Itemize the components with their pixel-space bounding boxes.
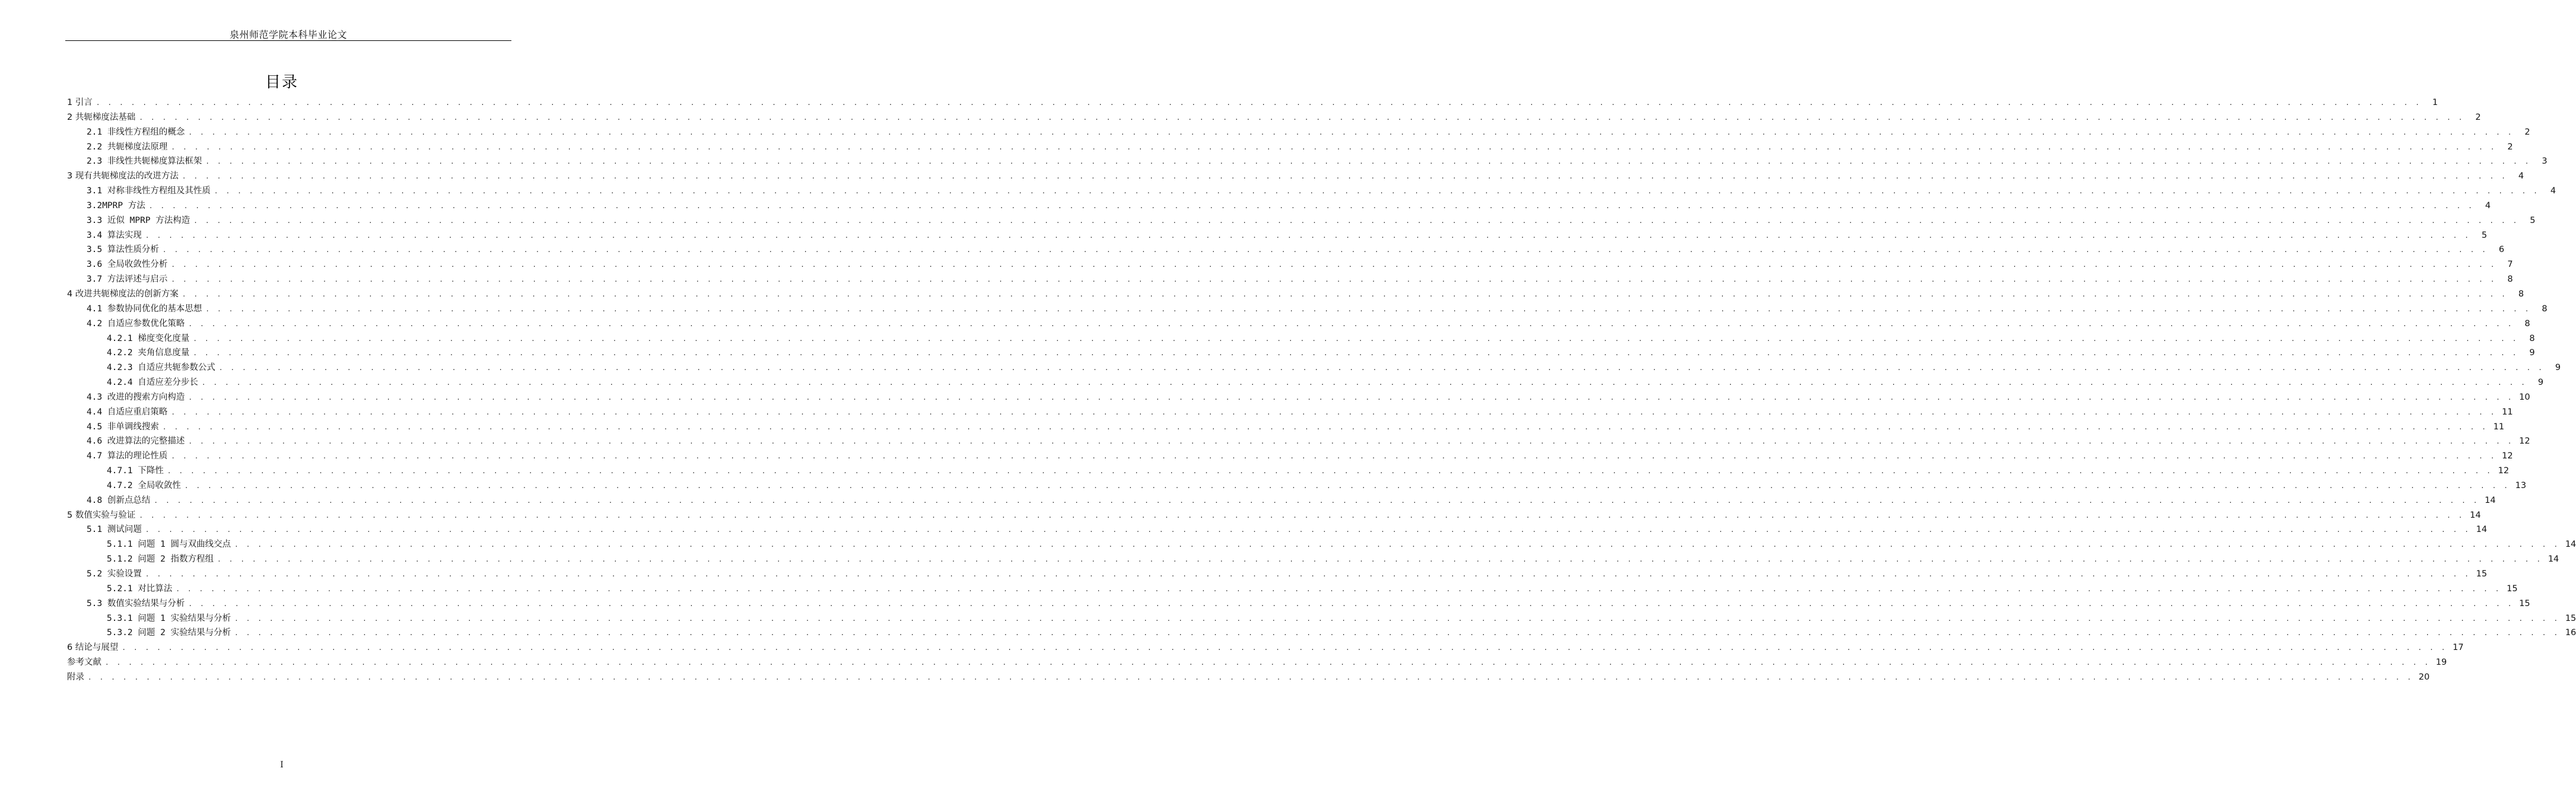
toc-entry-page: 4 (2518, 171, 2524, 181)
toc-dot-leader: . . . . . . . . . . . . . . . . . . . . . . . . . . . . . . . . . . . . . . . . . . . . . . . . . . . . . . . . . . . . . . . . . . . . . . . . . . . . . . . . . . . . . . . . . . . . . . . . . . . . . . . . . . . . . . . . . . . . . . . . . . . . . . . . . . . . . . . . . . . . . . . . . . . . . . . . . . . . . . . . . . . . . . . . . . . . . . . . . . . . . . . . . . . . . . . . . . . . . . . . (218, 364, 2545, 372)
toc-entry-label: 2 共轭梯度法基础 (67, 112, 136, 122)
toc-entry-page: 15 (2519, 598, 2530, 608)
page-number: I (280, 760, 284, 770)
toc-entry[interactable] (67, 317, 2530, 331)
toc-entry[interactable] (67, 125, 2530, 140)
toc-dot-leader: . . . . . . . . . . . . . . . . . . . . . . . . . . . . . . . . . . . . . . . . . . . . . . . . . . . . . . . . . . . . . . . . . . . . . . . . . . . . . . . . . . . . . . . . . . . . . . . . . . . . . . . . . . . . . . . . . . . . . . . . . . . . . . . . . . . . . . . . . . . . . . . . . . . . . . . . . . . . . . . . . . . . . . . . . . . . . . . . . . . . . . . . . . . . . . . . . . . . . . . . (162, 246, 2488, 254)
toc-entry-label: 4.2.1 梯度变化度量 (107, 333, 190, 343)
toc-dot-leader: . . . . . . . . . . . . . . . . . . . . . . . . . . . . . . . . . . . . . . . . . . . . . . . . . . . . . . . . . . . . . . . . . . . . . . . . . . . . . . . . . . . . . . . . . . . . . . . . . . . . . . . . . . . . . . . . . . . . . . . . . . . . . . . . . . . . . . . . . . . . . . . . . . . . . . . . . . . . . . . . . . . . . . . . . . . . . . . . . . . . . . . . . . . . . . . . . . . . . . . . (234, 614, 2560, 623)
toc-dot-leader: . . . . . . . . . . . . . . . . . . . . . . . . . . . . . . . . . . . . . . . . . . . . . . . . . . . . . . . . . . . . . . . . . . . . . . . . . . . . . . . . . . . . . . . . . . . . . . . . . . . . . . . . . . . . . . . . . . . . . . . . . . . . . . . . . . . . . . . . . . . . . . . . . . . . . . . . . . . . . . . . . . . . . . . . . . . . . . . . . . . . . . . . . . . . . . . . . . . . . . . . (171, 276, 2497, 284)
toc-dot-leader: . . . . . . . . . . . . . . . . . . . . . . . . . . . . . . . . . . . . . . . . . . . . . . . . . . . . . . . . . . . . . . . . . . . . . . . . . . . . . . . . . . . . . . . . . . . . . . . . . . . . . . . . . . . . . . . . . . . . . . . . . . . . . . . . . . . . . . . . . . . . . . . . . . . . . . . . . . . . . . . . . . . . . . . . . . . . . . . . . . . . . . . . . . . . . . . . . . . . . . . . (184, 482, 2510, 490)
toc-entry-label: 5.3 数值实验结果与分析 (87, 598, 185, 608)
toc-dot-leader: . . . . . . . . . . . . . . . . . . . . . . . . . . . . . . . . . . . . . . . . . . . . . . . . . . . . . . . . . . . . . . . . . . . . . . . . . . . . . . . . . . . . . . . . . . . . . . . . . . . . . . . . . . . . . . . . . . . . . . . . . . . . . . . . . . . . . . . . . . . . . . . . . . . . . . . . . . . . . . . . . . . . . . . . . . . . . . . . . . . . . . . . . . . . . . . . . . . . . . . . (145, 570, 2471, 578)
toc-entry-label: 2.2 共轭梯度法原理 (87, 142, 168, 152)
toc-entry[interactable] (67, 302, 2548, 317)
toc-dot-leader: . . . . . . . . . . . . . . . . . . . . . . . . . . . . . . . . . . . . . . . . . . . . . . . . . . . . . . . . . . . . . . . . . . . . . . . . . . . . . . . . . . . . . . . . . . . . . . . . . . . . . . . . . . . . . . . . . . . . . . . . . . . . . . . . . . . . . . . . . . . . . . . . . . . . . . . . . . . . . . . . . . . . . . . . . . . . . . . . . . . . . . . . . . . . . . . . . . . . . . . . (201, 379, 2527, 387)
toc-dot-leader: . . . . . . . . . . . . . . . . . . . . . . . . . . . . . . . . . . . . . . . . . . . . . . . . . . . . . . . . . . . . . . . . . . . . . . . . . . . . . . . . . . . . . . . . . . . . . . . . . . . . . . . . . . . . . . . . . . . . . . . . . . . . . . . . . . . . . . . . . . . . . . . . . . . . . . . . . . . . . . . . . . . . . . . . . . . . . . . . . . . . . . . . . . . . . . . . . . . . . . . . (171, 408, 2497, 416)
toc-entry-label: 4.2.3 自适应共轭参数公式 (107, 363, 215, 373)
toc-entry-label: 4.2.4 自适应差分步长 (107, 378, 198, 388)
toc-entry-page: 11 (2493, 422, 2505, 432)
toc-entry-label: 1 引言 (67, 98, 93, 107)
toc-dot-leader: . . . . . . . . . . . . . . . . . . . . . . . . . . . . . . . . . . . . . . . . . . . . . . . . . . . . . . . . . . . . . . . . . . . . . . . . . . . . . . . . . . . . . . . . . . . . . . . . . . . . . . . . . . . . . . . . . . . . . . . . . . . . . . . . . . . . . . . . . . . . . . . . . . . . . . . . . . . . . . . . . . . . . . . . . . . . . . . . . . . . . . . . . . . . . . . . . . . . . . . . (205, 158, 2531, 166)
toc-entry[interactable] (67, 597, 2530, 611)
toc-entry[interactable] (67, 522, 2488, 537)
toc-entry[interactable] (67, 257, 2513, 272)
toc-entry[interactable] (67, 611, 2576, 626)
toc-entry-page: 14 (2485, 495, 2496, 505)
toc-entry-label: 5.1.1 问题 1 圆与双曲线交点 (107, 540, 231, 550)
toc-dot-leader: . . . . . . . . . . . . . . . . . . . . . . . . . . . . . . . . . . . . . . . . . . . . . . . . . . . . . . . . . . . . . . . . . . . . . . . . . . . . . . . . . . . . . . . . . . . . . . . . . . . . . . . . . . . . . . . . . . . . . . . . . . . . . . . . . . . . . . . . . . . . . . . . . . . . . . . . . . . . . . . . . . . . . . . . . . . . . . . . . . . . . . . . . . . . . . . . . . . . . . . . (188, 128, 2514, 136)
toc-entry-page: 11 (2502, 407, 2513, 417)
toc-entry[interactable] (67, 626, 2576, 640)
toc-entry[interactable] (67, 449, 2513, 464)
toc-entry-page: 2 (2475, 112, 2481, 122)
toc-dot-leader: . . . . . . . . . . . . . . . . . . . . . . . . . . . . . . . . . . . . . . . . . . . . . . . . . . . . . . . . . . . . . . . . . . . . . . . . . . . . . . . . . . . . . . . . . . . . . . . . . . . . . . . . . . . . . . . . . . . . . . . . . . . . . . . . . . . . . . . . . . . . . . . . . . . . . . . . . . . . . . . . . . . . . . . . . . . . . . . . . . . . . . . . . . . . . . . . . . . . . . . . (139, 113, 2464, 122)
toc-entry[interactable] (67, 405, 2513, 420)
toc-entry[interactable] (67, 552, 2559, 567)
toc-entry[interactable] (67, 375, 2544, 390)
toc-dot-leader: . . . . . . . . . . . . . . . . . . . . . . . . . . . . . . . . . . . . . . . . . . . . . . . . . . . . . . . . . . . . . . . . . . . . . . . . . . . . . . . . . . . . . . . . . . . . . . . . . . . . . . . . . . . . . . . . . . . . . . . . . . . . . . . . . . . . . . . . . . . . . . . . . . . . . . . . . . . . . . . . . . . . . . . . . . . . . . . . . . . . . . . . . . . . . . . . . . . . . . . . (171, 452, 2497, 461)
toc-entry-page: 7 (2507, 260, 2513, 270)
toc-entry[interactable] (67, 154, 2548, 169)
toc-entry-label: 4 改进共轭梯度法的创新方案 (67, 289, 179, 299)
toc-dot-leader: . . . . . . . . . . . . . . . . . . . . . . . . . . . . . . . . . . . . . . . . . . . . . . . . . . . . . . . . . . . . . . . . . . . . . . . . . . . . . . . . . . . . . . . . . . . . . . . . . . . . . . . . . . . . . . . . . . . . . . . . . . . . . . . . . . . . . . . . . . . . . . . . . . . . . . . . . . . . . . . . . . . . . . . . . . . . . . . . . . . . . . . . . . . . . . . . . . . . . . . . (162, 423, 2488, 431)
toc-entry-page: 5 (2481, 230, 2488, 240)
toc-entry-label: 3 现有共轭梯度法的改进方法 (67, 171, 179, 181)
toc-dot-leader: . . . . . . . . . . . . . . . . . . . . . . . . . . . . . . . . . . . . . . . . . . . . . . . . . . . . . . . . . . . . . . . . . . . . . . . . . . . . . . . . . . . . . . . . . . . . . . . . . . . . . . . . . . . . . . . . . . . . . . . . . . . . . . . . . . . . . . . . . . . . . . . . . . . . . . . . . . . . . . . . . . . . . . . . . . . . . . . . . . . . . . . . . . . . . . . . . . . . . . . . (217, 556, 2543, 564)
toc-title: 目录 (265, 74, 298, 91)
toc-dot-leader: . . . . . . . . . . . . . . . . . . . . . . . . . . . . . . . . . . . . . . . . . . . . . . . . . . . . . . . . . . . . . . . . . . . . . . . . . . . . . . . . . . . . . . . . . . . . . . . . . . . . . . . . . . . . . . . . . . . . . . . . . . . . . . . . . . . . . . . . . . . . . . . . . . . . . . . . . . . . . . . . . . . . . . . . . . . . . . . . . . . . . . . . . . . . . . . . . . . . . . . . (167, 467, 2493, 476)
toc-entry[interactable] (67, 508, 2481, 523)
toc-entry-label: 附录 (67, 672, 84, 682)
toc-dot-leader: . . . . . . . . . . . . . . . . . . . . . . . . . . . . . . . . . . . . . . . . . . . . . . . . . . . . . . . . . . . . . . . . . . . . . . . . . . . . . . . . . . . . . . . . . . . . . . . . . . . . . . . . . . . . . . . . . . . . . . . . . . . . . . . . . . . . . . . . . . . . . . . . . . . . . . . . . . . . . . . . . . . . . . . . . . . . . . . . . . . . . . . . . . . . . . . . . . . . . . . . (122, 644, 2447, 652)
toc-entry[interactable] (67, 228, 2488, 243)
toc-entry[interactable] (67, 479, 2527, 493)
toc-entry-page: 1 (2432, 98, 2438, 107)
toc-entry[interactable] (67, 184, 2556, 199)
toc-entry[interactable] (67, 434, 2530, 449)
toc-entry-page: 4 (2550, 186, 2556, 196)
toc-entry-label: 3.7 方法评述与启示 (87, 275, 168, 285)
toc-dot-leader: . . . . . . . . . . . . . . . . . . . . . . . . . . . . . . . . . . . . . . . . . . . . . . . . . . . . . . . . . . . . . . . . . . . . . . . . . . . . . . . . . . . . . . . . . . . . . . . . . . . . . . . . . . . . . . . . . . . . . . . . . . . . . . . . . . . . . . . . . . . . . . . . . . . . . . . . . . . . . . . . . . . . . . . . . . . . . . . . . . . . . . . . . . . . . . . . . . . . . . . . (171, 261, 2497, 269)
toc-entry-page: 8 (2518, 289, 2524, 299)
toc-entry[interactable] (67, 110, 2481, 125)
toc-entry[interactable] (67, 361, 2561, 375)
header-rule (65, 40, 511, 41)
toc-entry[interactable] (67, 464, 2510, 479)
toc-entry[interactable] (67, 199, 2491, 213)
toc-entry-label: 3.2MPRP 方法 (87, 200, 145, 211)
toc-entry-label: 4.3 改进的搜索方向构造 (87, 392, 185, 402)
toc-entry-label: 4.5 非单调线搜索 (87, 422, 159, 432)
toc-entry-label: 4.4 自适应重启策略 (87, 407, 168, 417)
toc-dot-leader: . . . . . . . . . . . . . . . . . . . . . . . . . . . . . . . . . . . . . . . . . . . . . . . . . . . . . . . . . . . . . . . . . . . . . . . . . . . . . . . . . . . . . . . . . . . . . . . . . . . . . . . . . . . . . . . . . . . . . . . . . . . . . . . . . . . . . . . . . . . . . . . . . . . . . . . . . . . . . . . . . . . . . . . . . . . . . . . . . . . . . . . . . . . . . . . . . . . . . . . . (182, 173, 2508, 181)
toc-entry-label: 4.7 算法的理论性质 (87, 451, 168, 461)
toc-entry[interactable] (67, 95, 2438, 110)
toc-entry-page: 8 (2542, 304, 2548, 314)
toc-entry[interactable] (67, 390, 2530, 405)
toc-entry-label: 2.1 非线性方程组的概念 (87, 127, 185, 137)
toc-entry-label: 5.3.2 问题 2 实验结果与分析 (107, 628, 231, 638)
toc-entry-page: 15 (2476, 569, 2488, 579)
toc-entry-page: 8 (2507, 275, 2513, 285)
toc-entry-page: 5 (2530, 215, 2536, 225)
toc-entry-label: 5.3.1 问题 1 实验结果与分析 (107, 613, 231, 623)
toc-entry-page: 19 (2435, 658, 2447, 668)
toc-entry-label: 4.7.2 全局收敛性 (107, 480, 181, 490)
toc-dot-leader: . . . . . . . . . . . . . . . . . . . . . . . . . . . . . . . . . . . . . . . . . . . . . . . . . . . . . . . . . . . . . . . . . . . . . . . . . . . . . . . . . . . . . . . . . . . . . . . . . . . . . . . . . . . . . . . . . . . . . . . . . . . . . . . . . . . . . . . . . . . . . . . . . . . . . . . . . . . . . . . . . . . . . . . . . . . . . . . . . . . . . . . . . . . . . . . . . . . . . . . . (188, 393, 2514, 401)
toc-entry[interactable] (67, 670, 2430, 685)
toc-entry-label: 2.3 非线性共轭梯度算法框架 (87, 157, 202, 167)
toc-entry-label: 3.4 算法实现 (87, 230, 142, 240)
toc-entry[interactable] (67, 582, 2518, 597)
toc-entry-page: 15 (2507, 584, 2518, 594)
toc-entry-page: 13 (2515, 480, 2527, 490)
toc-entry-page: 4 (2485, 200, 2491, 211)
toc-dot-leader: . . . . . . . . . . . . . . . . . . . . . . . . . . . . . . . . . . . . . . . . . . . . . . . . . . . . . . . . . . . . . . . . . . . . . . . . . . . . . . . . . . . . . . . . . . . . . . . . . . . . . . . . . . . . . . . . . . . . . . . . . . . . . . . . . . . . . . . . . . . . . . . . . . . . . . . . . . . . . . . . . . . . . . . . . . . . . . . . . . . . . . . . . . . . . . . . . . . . . . . . (154, 496, 2479, 505)
toc-entry-label: 5 数值实验与验证 (67, 510, 136, 520)
toc-entry-label: 4.1 参数协同优化的基本思想 (87, 304, 202, 314)
toc-entry[interactable] (67, 346, 2535, 361)
toc-dot-leader: . . . . . . . . . . . . . . . . . . . . . . . . . . . . . . . . . . . . . . . . . . . . . . . . . . . . . . . . . . . . . . . . . . . . . . . . . . . . . . . . . . . . . . . . . . . . . . . . . . . . . . . . . . . . . . . . . . . . . . . . . . . . . . . . . . . . . . . . . . . . . . . . . . . . . . . . . . . . . . . . . . . . . . . . . . . . . . . . . . . . . . . . . . . . . . . . . . . . . . . . (205, 305, 2531, 313)
toc-entry[interactable] (67, 243, 2505, 257)
toc-entry-page: 14 (2548, 554, 2559, 565)
toc-entry-page: 16 (2565, 628, 2576, 638)
toc-dot-leader: . . . . . . . . . . . . . . . . . . . . . . . . . . . . . . . . . . . . . . . . . . . . . . . . . . . . . . . . . . . . . . . . . . . . . . . . . . . . . . . . . . . . . . . . . . . . . . . . . . . . . . . . . . . . . . . . . . . . . . . . . . . . . . . . . . . . . . . . . . . . . . . . . . . . . . . . . . . . . . . . . . . . . . . . . . . . . . . . . . . . . . . . . . . . . . . . . . . . . . . . (139, 511, 2464, 519)
toc-dot-leader: . . . . . . . . . . . . . . . . . . . . . . . . . . . . . . . . . . . . . . . . . . . . . . . . . . . . . . . . . . . . . . . . . . . . . . . . . . . . . . . . . . . . . . . . . . . . . . . . . . . . . . . . . . . . . . . . . . . . . . . . . . . . . . . . . . . . . . . . . . . . . . . . . . . . . . . . . . . . . . . . . . . . . . . . . . . . . . . . . . . . . . . . . . . . . . . . . . . . . . . . (145, 231, 2471, 240)
toc-entry[interactable] (67, 272, 2513, 287)
toc-entry-page: 12 (2502, 451, 2513, 461)
toc-dot-leader: . . . . . . . . . . . . . . . . . . . . . . . . . . . . . . . . . . . . . . . . . . . . . . . . . . . . . . . . . . . . . . . . . . . . . . . . . . . . . . . . . . . . . . . . . . . . . . . . . . . . . . . . . . . . . . . . . . . . . . . . . . . . . . . . . . . . . . . . . . . . . . . . . . . . . . . . . . . . . . . . . . . . . . . . . . . . . . . . . . . . . . . . . . . . . . . . . . . . . . . . (105, 659, 2431, 667)
toc-entry-page: 2 (2524, 127, 2530, 137)
toc-dot-leader: . . . . . . . . . . . . . . . . . . . . . . . . . . . . . . . . . . . . . . . . . . . . . . . . . . . . . . . . . . . . . . . . . . . . . . . . . . . . . . . . . . . . . . . . . . . . . . . . . . . . . . . . . . . . . . . . . . . . . . . . . . . . . . . . . . . . . . . . . . . . . . . . . . . . . . . . . . . . . . . . . . . . . . . . . . . . . . . . . . . . . . . . . . . . . . . . . . . . . . . . (234, 541, 2560, 549)
toc-entry-label: 5.2 实验设置 (87, 569, 142, 579)
toc-dot-leader: . . . . . . . . . . . . . . . . . . . . . . . . . . . . . . . . . . . . . . . . . . . . . . . . . . . . . . . . . . . . . . . . . . . . . . . . . . . . . . . . . . . . . . . . . . . . . . . . . . . . . . . . . . . . . . . . . . . . . . . . . . . . . . . . . . . . . . . . . . . . . . . . . . . . . . . . . . . . . . . . . . . . . . . . . . . . . . . . . . . . . . . . . . . . . . . . . . . . . . . . (188, 438, 2514, 446)
toc-entry-page: 17 (2453, 643, 2464, 653)
running-header: 泉州师范学院本科毕业论文 (229, 29, 347, 40)
toc-dot-leader: . . . . . . . . . . . . . . . . . . . . . . . . . . . . . . . . . . . . . . . . . . . . . . . . . . . . . . . . . . . . . . . . . . . . . . . . . . . . . . . . . . . . . . . . . . . . . . . . . . . . . . . . . . . . . . . . . . . . . . . . . . . . . . . . . . . . . . . . . . . . . . . . . . . . . . . . . . . . . . . . . . . . . . . . . . . . . . . . . . . . . . . . . . . . . . . . . . . . . . . . (182, 290, 2508, 298)
toc-entry-label: 5.1.2 问题 2 指数方程组 (107, 554, 214, 565)
toc-entry-page: 14 (2476, 525, 2488, 535)
toc-entry-label: 6 结论与展望 (67, 643, 119, 653)
toc-entry[interactable] (67, 140, 2513, 155)
toc-entry[interactable] (67, 537, 2576, 552)
toc-entry[interactable] (67, 287, 2524, 302)
toc-entry[interactable] (67, 655, 2447, 670)
toc-entry-label: 4.2.2 夹角信息度量 (107, 348, 190, 358)
toc-dot-leader: . . . . . . . . . . . . . . . . . . . . . . . . . . . . . . . . . . . . . . . . . . . . . . . . . . . . . . . . . . . . . . . . . . . . . . . . . . . . . . . . . . . . . . . . . . . . . . . . . . . . . . . . . . . . . . . . . . . . . . . . . . . . . . . . . . . . . . . . . . . . . . . . . . . . . . . . . . . . . . . . . . . . . . . . . . . . . . . . . . . . . . . . . . . . . . . . . . . . . . . . (193, 334, 2518, 343)
toc-entry-page: 2 (2507, 142, 2513, 152)
toc-entry-page: 12 (2519, 436, 2530, 447)
toc-entry-label: 3.3 近似 MPRP 方法构造 (87, 215, 190, 225)
toc-entry[interactable] (67, 640, 2464, 655)
toc-entry-page: 20 (2418, 672, 2430, 682)
toc-dot-leader: . . . . . . . . . . . . . . . . . . . . . . . . . . . . . . . . . . . . . . . . . . . . . . . . . . . . . . . . . . . . . . . . . . . . . . . . . . . . . . . . . . . . . . . . . . . . . . . . . . . . . . . . . . . . . . . . . . . . . . . . . . . . . . . . . . . . . . . . . . . . . . . . . . . . . . . . . . . . . . . . . . . . . . . . . . . . . . . . . . . . . . . . . . . . . . . . . . . . . . . . (148, 202, 2475, 210)
toc-entry[interactable] (67, 213, 2536, 228)
toc-entry-page: 6 (2498, 245, 2505, 255)
toc-entry-page: 8 (2524, 318, 2530, 329)
toc-dot-leader: . . . . . . . . . . . . . . . . . . . . . . . . . . . . . . . . . . . . . . . . . . . . . . . . . . . . . . . . . . . . . . . . . . . . . . . . . . . . . . . . . . . . . . . . . . . . . . . . . . . . . . . . . . . . . . . . . . . . . . . . . . . . . . . . . . . . . . . . . . . . . . . . . . . . . . . . . . . . . . . . . . . . . . . . . . . . . . . . . . . . . . . . . . . . . . . . . . . . . . . . (145, 526, 2471, 534)
toc-dot-leader: . . . . . . . . . . . . . . . . . . . . . . . . . . . . . . . . . . . . . . . . . . . . . . . . . . . . . . . . . . . . . . . . . . . . . . . . . . . . . . . . . . . . . . . . . . . . . . . . . . . . . . . . . . . . . . . . . . . . . . . . . . . . . . . . . . . . . . . . . . . . . . . . . . . . . . . . . . . . . . . . . . . . . . . . . . . . . . . . . . . . . . . . . . . . . . . . . . . . . . . . (176, 585, 2501, 593)
toc-entry-page: 9 (2529, 348, 2535, 358)
toc-entry[interactable] (67, 567, 2488, 582)
toc-entry[interactable] (67, 420, 2505, 435)
toc-dot-leader: . . . . . . . . . . . . . . . . . . . . . . . . . . . . . . . . . . . . . . . . . . . . . . . . . . . . . . . . . . . . . . . . . . . . . . . . . . . . . . . . . . . . . . . . . . . . . . . . . . . . . . . . . . . . . . . . . . . . . . . . . . . . . . . . . . . . . . . . . . . . . . . . . . . . . . . . . . . . . . . . . . . . . . . . . . . . . . . . . . . . . . . . . . . . . . . . . . . . . . . . (214, 187, 2540, 196)
toc-entry-page: 9 (2537, 378, 2544, 388)
toc-entry-label: 参考文献 (67, 658, 101, 668)
toc-dot-leader: . . . . . . . . . . . . . . . . . . . . . . . . . . . . . . . . . . . . . . . . . . . . . . . . . . . . . . . . . . . . . . . . . . . . . . . . . . . . . . . . . . . . . . . . . . . . . . . . . . . . . . . . . . . . . . . . . . . . . . . . . . . . . . . . . . . . . . . . . . . . . . . . . . . . . . . . . . . . . . . . . . . . . . . . . . . . . . . . . . . . . . . . . . . . . . . . . . . . . . . . (193, 216, 2519, 225)
toc-dot-leader: . . . . . . . . . . . . . . . . . . . . . . . . . . . . . . . . . . . . . . . . . . . . . . . . . . . . . . . . . . . . . . . . . . . . . . . . . . . . . . . . . . . . . . . . . . . . . . . . . . . . . . . . . . . . . . . . . . . . . . . . . . . . . . . . . . . . . . . . . . . . . . . . . . . . . . . . . . . . . . . . . . . . . . . . . . . . . . . . . . . . . . . . . . . . . . . . . . . . . . . . (96, 99, 2422, 107)
toc-entry-page: 8 (2529, 333, 2535, 343)
toc-dot-leader: . . . . . . . . . . . . . . . . . . . . . . . . . . . . . . . . . . . . . . . . . . . . . . . . . . . . . . . . . . . . . . . . . . . . . . . . . . . . . . . . . . . . . . . . . . . . . . . . . . . . . . . . . . . . . . . . . . . . . . . . . . . . . . . . . . . . . . . . . . . . . . . . . . . . . . . . . . . . . . . . . . . . . . . . . . . . . . . . . . . . . . . . . . . . . . . . . . . . . . . . (88, 673, 2413, 681)
toc-dot-leader: . . . . . . . . . . . . . . . . . . . . . . . . . . . . . . . . . . . . . . . . . . . . . . . . . . . . . . . . . . . . . . . . . . . . . . . . . . . . . . . . . . . . . . . . . . . . . . . . . . . . . . . . . . . . . . . . . . . . . . . . . . . . . . . . . . . . . . . . . . . . . . . . . . . . . . . . . . . . . . . . . . . . . . . . . . . . . . . . . . . . . . . . . . . . . . . . . . . . . . . . (234, 629, 2560, 637)
toc-entry-label: 5.2.1 对比算法 (107, 584, 173, 594)
toc-dot-leader: . . . . . . . . . . . . . . . . . . . . . . . . . . . . . . . . . . . . . . . . . . . . . . . . . . . . . . . . . . . . . . . . . . . . . . . . . . . . . . . . . . . . . . . . . . . . . . . . . . . . . . . . . . . . . . . . . . . . . . . . . . . . . . . . . . . . . . . . . . . . . . . . . . . . . . . . . . . . . . . . . . . . . . . . . . . . . . . . . . . . . . . . . . . . . . . . . . . . . . . . (193, 349, 2518, 358)
toc-entry-label: 3.6 全局收敛性分析 (87, 260, 168, 270)
toc-entry-label: 4.2 自适应参数优化策略 (87, 318, 185, 329)
toc-entry-page: 12 (2498, 466, 2510, 476)
toc-dot-leader: . . . . . . . . . . . . . . . . . . . . . . . . . . . . . . . . . . . . . . . . . . . . . . . . . . . . . . . . . . . . . . . . . . . . . . . . . . . . . . . . . . . . . . . . . . . . . . . . . . . . . . . . . . . . . . . . . . . . . . . . . . . . . . . . . . . . . . . . . . . . . . . . . . . . . . . . . . . . . . . . . . . . . . . . . . . . . . . . . . . . . . . . . . . . . . . . . . . . . . . . (188, 320, 2514, 328)
toc-entry-page: 14 (2470, 510, 2481, 520)
toc-entry-label: 4.7.1 下降性 (107, 466, 164, 476)
toc-dot-leader: . . . . . . . . . . . . . . . . . . . . . . . . . . . . . . . . . . . . . . . . . . . . . . . . . . . . . . . . . . . . . . . . . . . . . . . . . . . . . . . . . . . . . . . . . . . . . . . . . . . . . . . . . . . . . . . . . . . . . . . . . . . . . . . . . . . . . . . . . . . . . . . . . . . . . . . . . . . . . . . . . . . . . . . . . . . . . . . . . . . . . . . . . . . . . . . . . . . . . . . . (171, 143, 2497, 151)
toc-entry[interactable] (67, 493, 2496, 508)
toc-entry-label: 3.1 对称非线性方程组及其性质 (87, 186, 211, 196)
toc-entry-page: 10 (2519, 392, 2530, 402)
table-of-contents (67, 95, 2576, 685)
toc-entry-label: 5.1 测试问题 (87, 525, 142, 535)
toc-entry[interactable] (67, 331, 2535, 346)
toc-dot-leader: . . . . . . . . . . . . . . . . . . . . . . . . . . . . . . . . . . . . . . . . . . . . . . . . . . . . . . . . . . . . . . . . . . . . . . . . . . . . . . . . . . . . . . . . . . . . . . . . . . . . . . . . . . . . . . . . . . . . . . . . . . . . . . . . . . . . . . . . . . . . . . . . . . . . . . . . . . . . . . . . . . . . . . . . . . . . . . . . . . . . . . . . . . . . . . . . . . . . . . . . (188, 600, 2514, 608)
toc-entry-page: 9 (2555, 363, 2561, 373)
toc-entry[interactable] (67, 169, 2524, 184)
toc-entry-label: 4.8 创新点总结 (87, 495, 151, 505)
toc-entry-page: 3 (2542, 157, 2548, 167)
toc-entry-page: 15 (2565, 613, 2576, 623)
toc-entry-label: 3.5 算法性质分析 (87, 245, 159, 255)
toc-entry-label: 4.6 改进算法的完整描述 (87, 436, 185, 447)
toc-entry-page: 14 (2565, 540, 2576, 550)
